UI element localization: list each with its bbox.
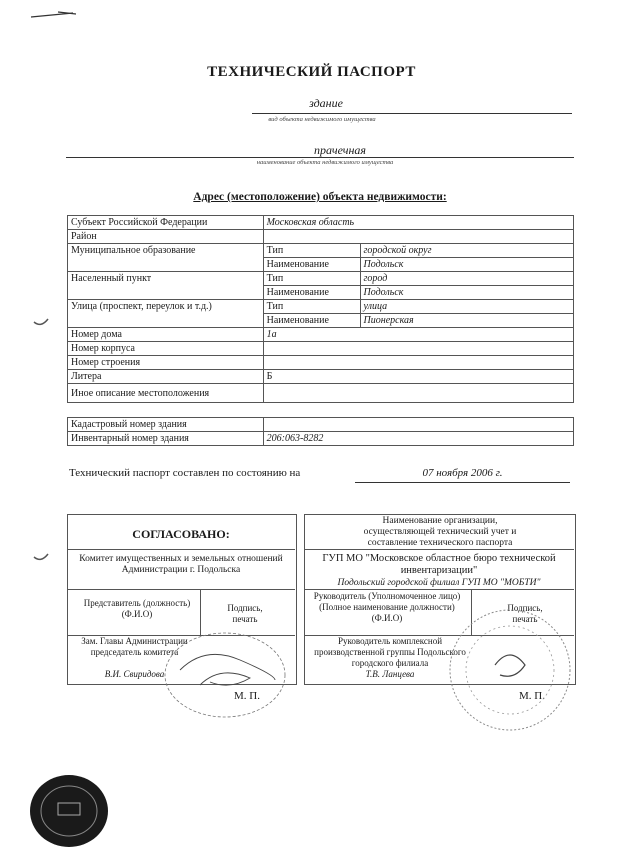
name-label: Наименование bbox=[263, 314, 360, 328]
street-label: Улица (проспект, переулок и т.д.) bbox=[68, 300, 264, 328]
round-seal-icon bbox=[28, 773, 110, 849]
settlement-name: Подольск bbox=[360, 286, 573, 300]
object-name-line bbox=[66, 157, 574, 158]
left-mp: М. П. bbox=[234, 690, 260, 702]
table-row bbox=[68, 272, 574, 286]
approval-org: Комитет имущественных и земельных отношений Администрации г. Подольска bbox=[79, 554, 283, 575]
divider bbox=[67, 589, 295, 590]
table-row bbox=[68, 384, 574, 403]
status-label: Технический паспорт составлен по состоянию на bbox=[69, 467, 301, 479]
right-mp: М. П. bbox=[519, 690, 545, 702]
district-value bbox=[263, 230, 573, 244]
municipal-name: Подольск bbox=[360, 258, 573, 272]
status-date: 07 ноября 2006 г. bbox=[422, 467, 503, 479]
divider bbox=[304, 589, 574, 590]
signature-scribble-icon bbox=[160, 630, 290, 720]
numbers-table bbox=[67, 417, 574, 446]
rep-sign-label: Подпись, печать bbox=[227, 603, 263, 624]
hole-punch-icon bbox=[32, 316, 50, 328]
table-row bbox=[68, 356, 574, 370]
object-type: здание bbox=[309, 96, 343, 110]
rep-position: Зам. Главы Администрации председатель комитета bbox=[81, 636, 188, 657]
divider bbox=[200, 589, 201, 635]
cadastral-label: Кадастровый номер здания bbox=[68, 418, 264, 432]
org-heading: Наименование организации, осуществляющей технический учет и составление технического паспорта bbox=[363, 516, 517, 548]
org-branch: Подольский городской филиал ГУП МО "МОБТИ" bbox=[337, 578, 541, 588]
municipal-label: Муниципальное образование bbox=[68, 244, 264, 272]
building-value bbox=[263, 342, 573, 356]
type-label: Тип bbox=[263, 244, 360, 258]
name-label: Наименование bbox=[263, 258, 360, 272]
table-row bbox=[68, 328, 574, 342]
table-row bbox=[68, 216, 574, 230]
rep-label: Представитель (должность) (Ф.И.О) bbox=[83, 598, 191, 619]
table-row bbox=[68, 342, 574, 356]
table-row bbox=[68, 370, 574, 384]
status-date-line bbox=[355, 482, 570, 483]
approval-heading: СОГЛАСОВАНО: bbox=[132, 527, 230, 541]
structure-label: Номер строения bbox=[68, 356, 264, 370]
head-label: Руководитель (Уполномоченное лицо) (Полное наименование должности) (Ф.И.О) bbox=[313, 591, 461, 623]
object-type-caption: вид объекта недвижимого имущества bbox=[268, 116, 376, 123]
table-row bbox=[68, 432, 574, 446]
hole-punch-icon bbox=[32, 551, 50, 563]
object-name-caption: наименование объекта недвижимого имущества bbox=[256, 159, 394, 166]
address-heading: Адрес (местоположение) объекта недвижимости: bbox=[193, 191, 447, 203]
head-name: Т.В. Ланцева bbox=[365, 669, 415, 679]
table-row bbox=[68, 418, 574, 432]
building-label: Номер корпуса bbox=[68, 342, 264, 356]
type-label: Тип bbox=[263, 300, 360, 314]
other-label: Иное описание местоположения bbox=[68, 384, 264, 403]
settlement-type: город bbox=[360, 272, 573, 286]
document-title: ТЕХНИЧЕСКИЙ ПАСПОРТ bbox=[207, 64, 416, 80]
inventory-label: Инвентарный номер здания bbox=[68, 432, 264, 446]
municipal-type: городской округ bbox=[360, 244, 573, 258]
head-position: Руководитель комплексной производственной группы Подольского городского филиала bbox=[314, 636, 466, 668]
street-type: улица bbox=[360, 300, 573, 314]
rep-name: В.И. Свиридова bbox=[104, 669, 165, 679]
structure-value bbox=[263, 356, 573, 370]
round-seal-icon bbox=[445, 605, 575, 735]
inventory-value: 206:063-8282 bbox=[263, 432, 573, 446]
letter-value: Б bbox=[263, 370, 573, 384]
table-row bbox=[68, 230, 574, 244]
name-label: Наименование bbox=[263, 286, 360, 300]
subject-label: Субъект Российской Федерации bbox=[68, 216, 264, 230]
house-value: 1а bbox=[263, 328, 573, 342]
other-value bbox=[263, 384, 573, 403]
table-row bbox=[68, 244, 574, 258]
object-name: прачечная bbox=[314, 143, 366, 157]
street-name: Пионерская bbox=[360, 314, 573, 328]
house-label: Номер дома bbox=[68, 328, 264, 342]
head-sign-label: Подпись, печать bbox=[507, 603, 543, 624]
table-row bbox=[68, 300, 574, 314]
org-name: ГУП МО "Московское областное бюро технической инвентаризации" bbox=[322, 553, 556, 576]
district-label: Район bbox=[68, 230, 264, 244]
type-label: Тип bbox=[263, 272, 360, 286]
address-table bbox=[67, 215, 574, 403]
divider bbox=[304, 549, 574, 550]
object-type-line bbox=[252, 113, 572, 114]
settlement-label: Населенный пункт bbox=[68, 272, 264, 300]
cadastral-value bbox=[263, 418, 573, 432]
subject-value: Московская область bbox=[263, 216, 573, 230]
divider bbox=[67, 549, 295, 550]
letter-label: Литера bbox=[68, 370, 264, 384]
pen-stroke-icon bbox=[28, 8, 78, 22]
